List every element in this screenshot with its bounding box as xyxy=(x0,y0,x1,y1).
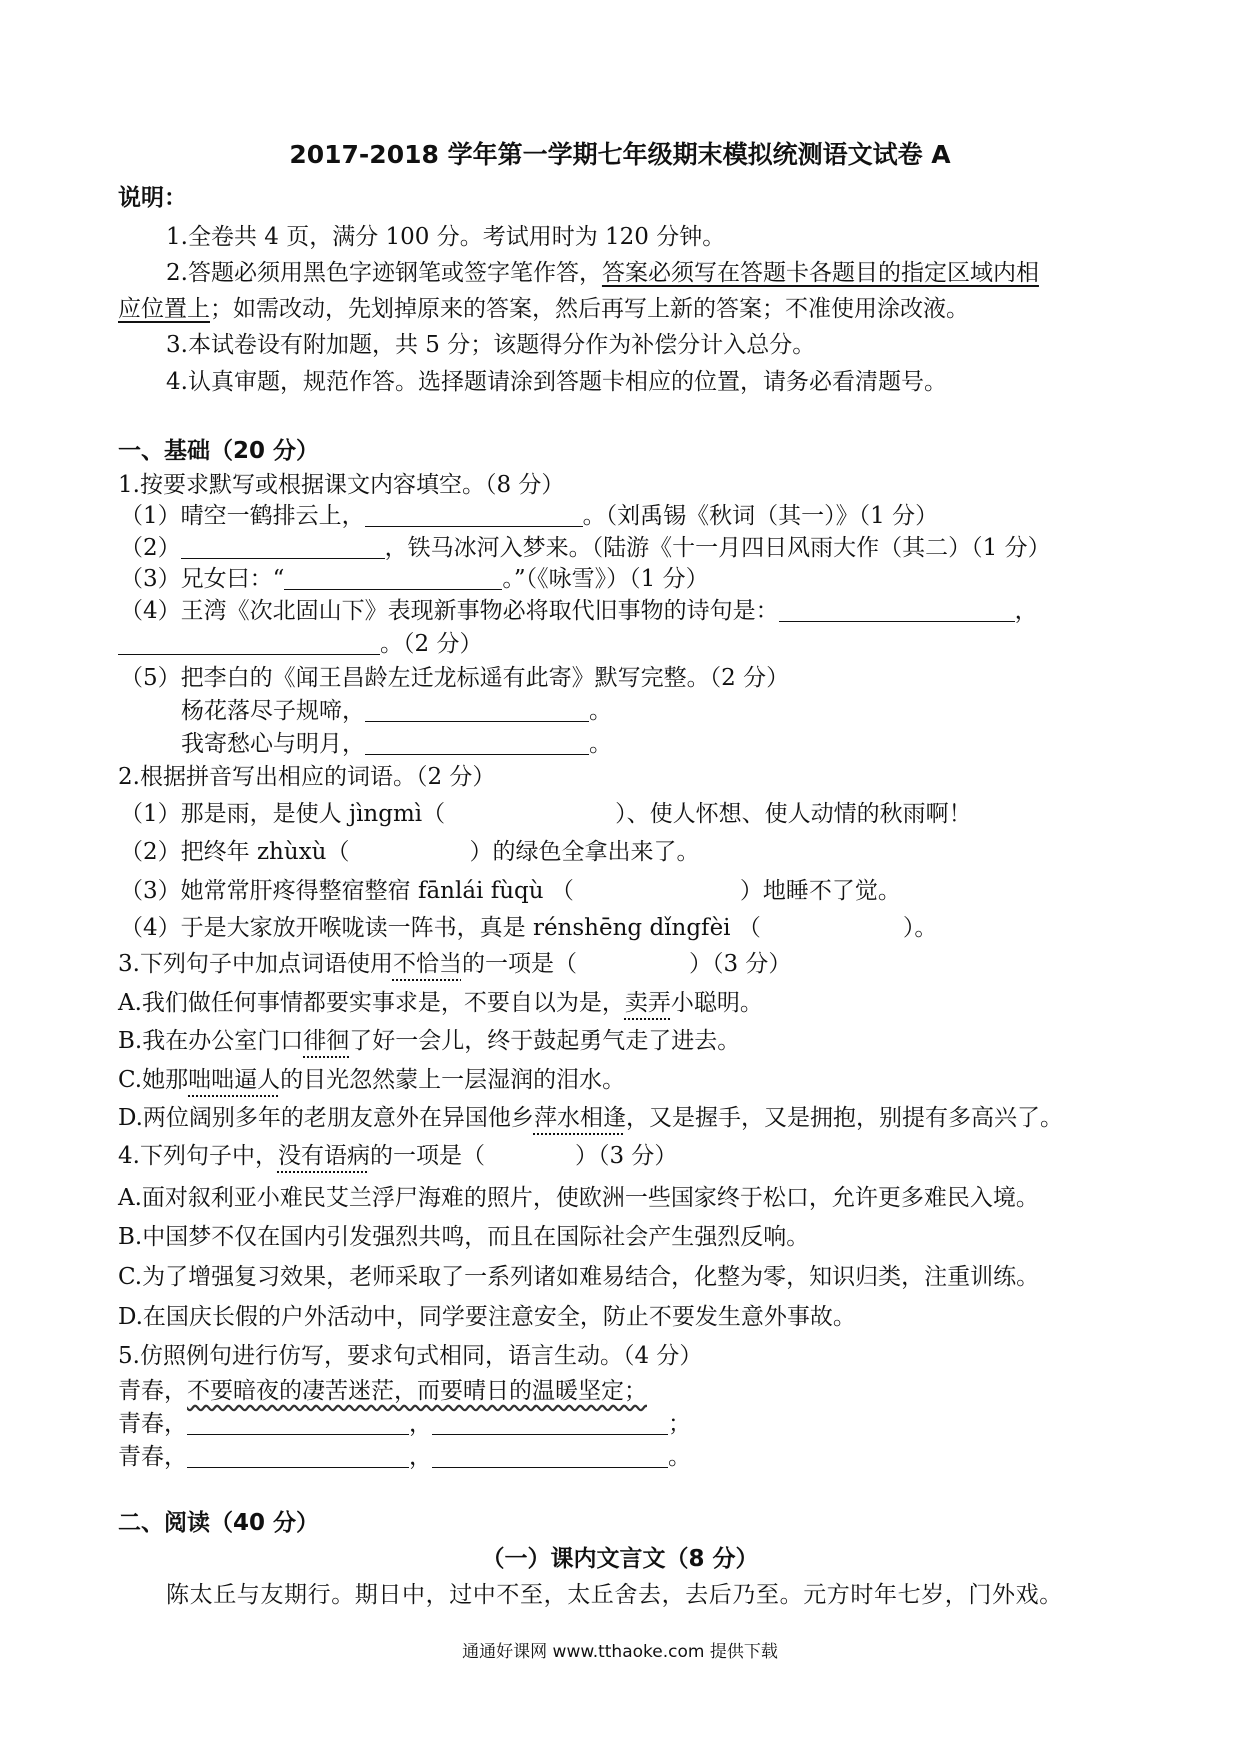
dotted-word: 卖弄 xyxy=(624,990,671,1016)
q4-stem-a: 4.下列句子中， xyxy=(118,1143,278,1169)
answer-blank[interactable] xyxy=(365,697,589,722)
option-text: C.她那 xyxy=(118,1067,189,1093)
section-2-subheading: （一）课内文言文（8 分） xyxy=(481,1546,759,1572)
q3-option-b[interactable] xyxy=(118,1026,740,1056)
q3-stem-c: 的一项是（ xyxy=(461,951,577,977)
section-1-heading: 一、基础（20 分） xyxy=(118,438,320,464)
note-2-underlined-cont: 应位置上 xyxy=(118,296,210,322)
option-text-end: 小聪明。 xyxy=(670,990,763,1016)
footer-credit: 通通好课网 www.tthaoke.com 提供下载 xyxy=(462,1642,778,1662)
notes-heading: 说明： xyxy=(118,185,187,211)
q1-item-3-text: （3）兄女曰：“ xyxy=(120,566,285,592)
q4-option-c[interactable]: C.为了增强复习效果，老师采取了一系列诸如难易结合，化整为零，知识归类，注重训练。 xyxy=(118,1264,1040,1290)
section-2-heading: 二、阅读（40 分） xyxy=(118,1510,320,1536)
comma: ， xyxy=(409,1444,432,1470)
q1-item-2-num: （2） xyxy=(120,535,181,561)
answer-blank[interactable] xyxy=(181,534,385,559)
q1-item-2 xyxy=(120,533,1051,563)
q2-item-3-rest: ）地睡不了觉。 xyxy=(739,878,901,904)
q1-stem: 1.按要求默写或根据课文内容填空。（8 分） xyxy=(118,472,565,498)
q3-stem xyxy=(118,949,791,979)
period: 。 xyxy=(589,731,612,757)
q2-item-2-text: （2）把终年 zhùxù（ xyxy=(120,839,350,865)
option-text-end: 的目光忽然蒙上一层湿润的泪水。 xyxy=(280,1067,626,1093)
q2-item-1 xyxy=(120,799,972,829)
q2-item-1-text: （1）那是雨，是使人 jìngmì（ xyxy=(120,801,446,827)
q3-option-a[interactable] xyxy=(118,988,763,1018)
answer-blank[interactable] xyxy=(284,565,502,590)
period: 。 xyxy=(589,698,612,724)
note-2-underlined: 答案必须写在答题卡各题目的指定区域内相 xyxy=(601,260,1039,286)
answer-blank[interactable] xyxy=(432,1410,668,1435)
q1-item-4 xyxy=(120,596,1038,626)
q4-stem-emphasis: 没有语病 xyxy=(277,1143,370,1169)
exam-title: 2017-2018 学年第一学期七年级期末模拟统测语文试卷 A xyxy=(289,140,951,169)
example-sentence: 不要暗夜的凄苦迷茫，而要晴日的温暖坚定； xyxy=(187,1378,647,1404)
q3-stem-a: 3.下列句子中加点词语使用 xyxy=(118,951,393,977)
q1-item-2-text: ，铁马冰河入梦来。（陆游《十一月四日风雨大作（其二）（1 分） xyxy=(384,535,1051,561)
option-text-end: 了好一会儿，终于鼓起勇气走了进去。 xyxy=(349,1028,741,1054)
q1-item-5-line-2 xyxy=(181,729,612,759)
note-2 xyxy=(166,258,1039,288)
comma: ， xyxy=(409,1411,432,1437)
classical-text: 陈太丘与友期行。期日中，过中不至，太丘舍去，去后乃至。元方时年七岁，门外戏。 xyxy=(166,1582,1063,1608)
q1-item-4-comma: ， xyxy=(1014,598,1038,624)
answer-blank[interactable] xyxy=(118,630,380,655)
answer-blank[interactable] xyxy=(365,502,583,527)
q1-item-4-text: （4）王湾《次北固山下》表现新事物必将取代旧事物的诗句是： xyxy=(120,598,779,624)
q1-item-4-cont xyxy=(118,629,482,659)
q2-item-4 xyxy=(120,913,937,943)
option-text-end: ，又是握手，又是拥抱，别提有多高兴了。 xyxy=(625,1105,1063,1131)
q1-item-5: （5）把李白的《闻王昌龄左迁龙标遥有此寄》默写完整。（2 分） xyxy=(120,665,790,691)
q4-option-b[interactable]: B.中国梦不仅在国内引发强烈共鸣，而且在国际社会产生强烈反响。 xyxy=(118,1224,810,1250)
q5-answer-line-2 xyxy=(118,1442,691,1472)
dotted-word: 萍水相逢 xyxy=(533,1105,626,1131)
q1-item-3 xyxy=(120,564,709,594)
q5-answer-line-1 xyxy=(118,1409,691,1439)
answer-blank[interactable] xyxy=(187,1443,409,1468)
example-prefix: 青春， xyxy=(118,1378,187,1404)
dotted-word: 咄咄逼人 xyxy=(188,1067,281,1093)
q4-option-a[interactable]: A.面对叙利亚小难民艾兰浮尸海难的照片，使欧洲一些国家终于松口，允许更多难民入境。 xyxy=(118,1185,1039,1211)
q4-option-d[interactable]: D.在国庆长假的户外活动中，同学要注意安全，防止不要发生意外事故。 xyxy=(118,1304,856,1330)
q3-stem-score: ）（3 分） xyxy=(688,951,792,977)
answer-blank[interactable] xyxy=(779,597,1015,622)
q2-item-4-rest: ）。 xyxy=(902,915,938,941)
answer-blank[interactable] xyxy=(432,1443,668,1468)
q5-stem: 5.仿照例句进行仿写，要求句式相同，语言生动。（4 分） xyxy=(118,1343,703,1369)
q5-example xyxy=(118,1376,647,1406)
q3-option-c[interactable] xyxy=(118,1065,625,1095)
poem-line-2: 我寄愁心与明月， xyxy=(181,731,365,757)
option-text: A.我们做任何事情都要实事求是，不要自以为是， xyxy=(118,990,625,1016)
note-2-text: 2.答题必须用黑色字迹钢笔或签字笔作答， xyxy=(166,260,602,286)
q2-item-1-rest: ）、使人怀想、使人动情的秋雨啊！ xyxy=(615,801,972,827)
q4-stem-c: 的一项是（ xyxy=(369,1143,485,1169)
option-text: D.两位阔别多年的老朋友意外在异国他乡 xyxy=(118,1105,534,1131)
note-2-cont xyxy=(118,294,969,324)
answer-blank[interactable] xyxy=(187,1410,409,1435)
option-text: B.我在办公室门口 xyxy=(118,1028,304,1054)
q2-item-2 xyxy=(120,837,699,867)
answer-prefix: 青春， xyxy=(118,1444,187,1470)
note-1: 1.全卷共 4 页，满分 100 分。考试用时为 120 分钟。 xyxy=(166,224,726,250)
q2-stem: 2.根据拼音写出相应的词语。（2 分） xyxy=(118,764,496,790)
q1-item-3-source: 。”（《咏雪》）（1 分） xyxy=(502,566,709,592)
q1-item-4-score: 。（2 分） xyxy=(380,631,483,657)
poem-line-1: 杨花落尽子规啼， xyxy=(181,698,365,724)
q1-item-5-line-1 xyxy=(181,696,612,726)
q4-stem-score: ）（3 分） xyxy=(574,1143,678,1169)
q3-stem-emphasis: 不恰当 xyxy=(392,951,462,977)
semicolon: ； xyxy=(668,1411,691,1437)
q2-item-2-rest: ）的绿色全拿出来了。 xyxy=(469,839,700,865)
answer-blank[interactable] xyxy=(365,730,589,755)
q1-item-1-source: 。（刘禹锡《秋词（其一）》（1 分） xyxy=(582,503,939,529)
note-3: 3.本试卷设有附加题，共 5 分；该题得分作为补偿分计入总分。 xyxy=(166,332,816,358)
q1-item-1 xyxy=(120,501,938,531)
q1-item-1-text: （1）晴空一鹤排云上， xyxy=(120,503,365,529)
q4-stem xyxy=(118,1141,677,1171)
dotted-word: 徘徊 xyxy=(303,1028,350,1054)
q3-option-d[interactable] xyxy=(118,1103,1063,1133)
answer-prefix: 青春， xyxy=(118,1411,187,1437)
q2-item-3 xyxy=(120,876,901,906)
q2-item-4-text: （4）于是大家放开喉咙读一阵书，真是 rénshēng dǐngfèi （ xyxy=(120,915,761,941)
q2-item-3-text: （3）她常常肝疼得整宿整宿 fānlái fùqù （ xyxy=(120,878,574,904)
note-4: 4.认真审题，规范作答。选择题请涂到答题卡相应的位置，请务必看清题号。 xyxy=(166,369,947,395)
note-2-text-cont: ；如需改动，先划掉原来的答案，然后再写上新的答案；不准使用涂改液。 xyxy=(210,296,969,322)
period: 。 xyxy=(668,1444,691,1470)
